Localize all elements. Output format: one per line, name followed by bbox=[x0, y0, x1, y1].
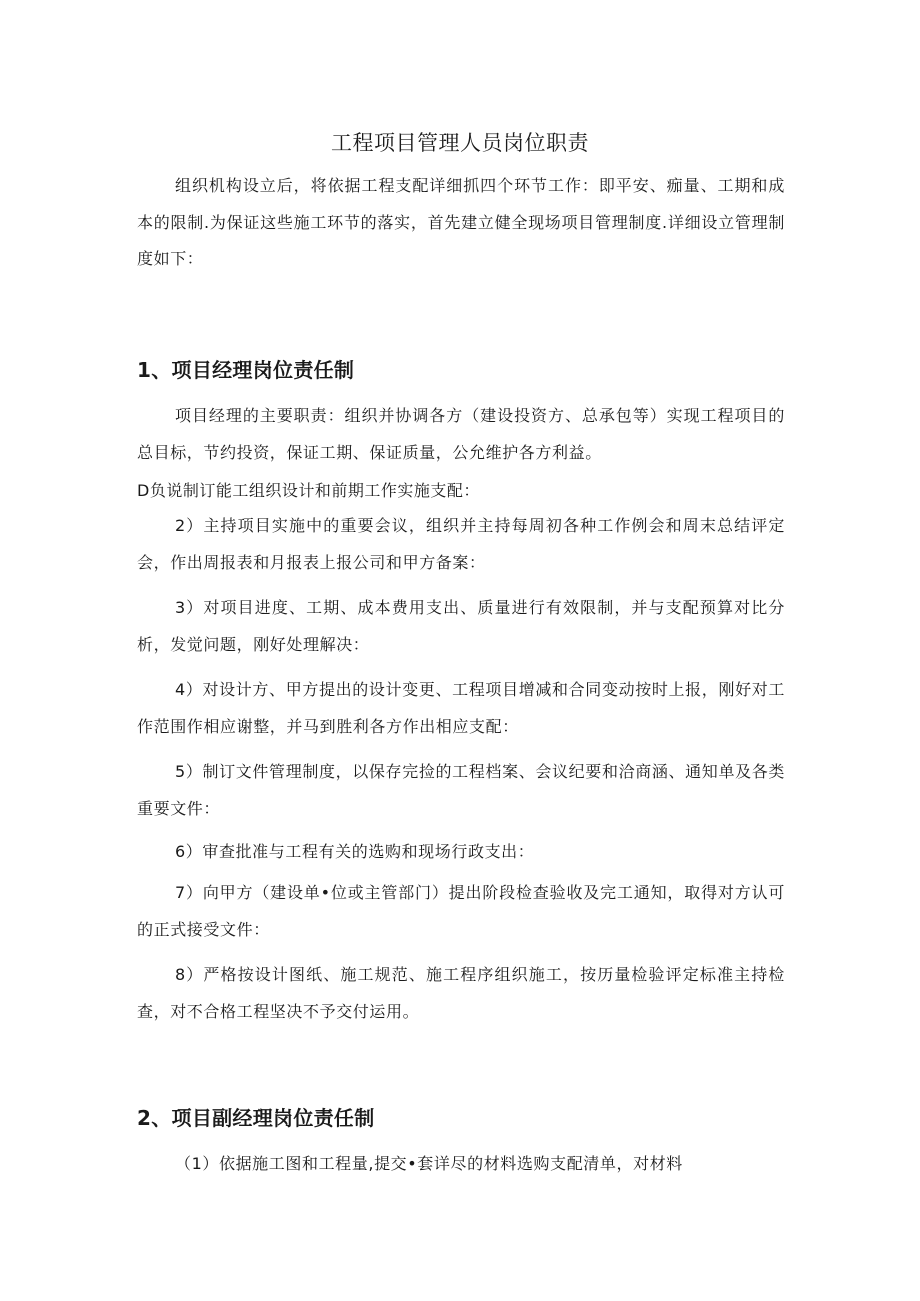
section-1-item-6: 6）审查批准与工程有关的选购和现场行政支出： bbox=[175, 842, 535, 861]
section-1-heading: 1、项目经理岗位责任制 bbox=[137, 358, 355, 382]
section-2-item-1: （1）依据施工图和工程量,提交•套详尽的材料选购支配清单，对材料 bbox=[175, 1154, 683, 1173]
document-title: 工程项目管理人员岗位职责 bbox=[331, 131, 589, 155]
section-2-heading: 2、项目副经理岗位责任制 bbox=[137, 1106, 375, 1130]
section-1-item-2: 2）主持项目实施中的重要会议，组织并主持每周初各种工作例会和周末总结评定会，作出周报表和月报表上报公司和甲方备案： bbox=[137, 516, 785, 572]
section-1-item-7: 7）向甲方（建设单•位或主管部门）提出阶段检查验收及完工通知，取得对方认可的正式接受文件： bbox=[137, 883, 785, 939]
section-1-item-1: D负说制订能工组织设计和前期工作实施支配： bbox=[137, 481, 480, 500]
section-1-item-8: 8）严格按设计图纸、施工规范、施工程序组织施工，按历量检验评定标准主持检查，对不合格工程坚决不予交付运用。 bbox=[137, 965, 785, 1021]
section-1-item-3: 3）对项目进度、工期、成本费用支出、质量进行有效限制，并与支配预算对比分析，发觉问题，刚好处理解决： bbox=[137, 598, 785, 654]
intro-paragraph: 组织机构设立后，将依据工程支配详细抓四个环节工作：即平安、痂量、工期和成本的限制.为保证这些施工环节的落实，首先建立健全现场项目管理制度.详细设立管理制度如下： bbox=[137, 176, 785, 268]
section-1-item-5: 5）制订文件管理制度，以保存完捡的工程档案、会议纪要和洽商涵、通知单及各类重要文件： bbox=[137, 762, 785, 818]
section-1-lead-paragraph: 项目经理的主要职责：组织并协调各方（建设投资方、总承包等）实现工程项目的总目标，节约投资，保证工期、保证质量，公允维护各方利益。 bbox=[137, 406, 785, 462]
section-1-item-4: 4）对设计方、甲方提出的设计变更、工程项目增减和合同变动按时上报，刚好对工作范围作相应谢整，并马到胜利各方作出相应支配： bbox=[137, 680, 785, 736]
